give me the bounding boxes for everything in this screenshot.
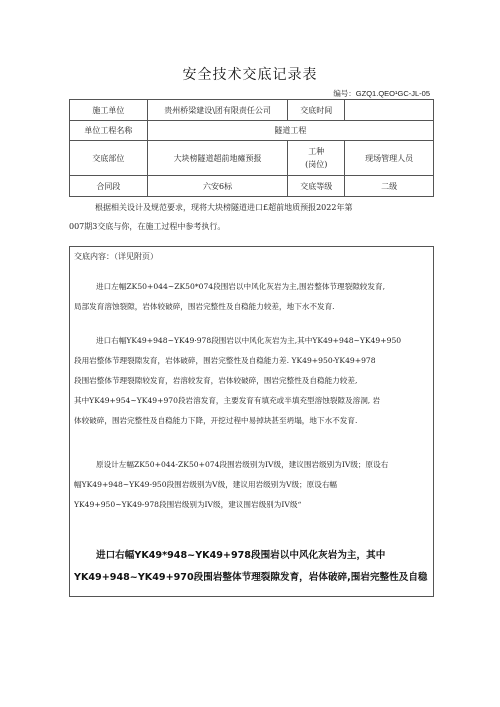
contract-label: 合同段: [70, 176, 148, 197]
intro-text: [69, 198, 434, 236]
paragraph-line: 进口左幅ZK50+044~ZK50*074段围岩以中风化灰岩为主,围岩整体节理裂隙较发育,: [96, 282, 385, 291]
position-label-line1: 工种: [308, 147, 325, 156]
document-number: 编号：GZQ1.QEO¹GC-JL-05: [333, 89, 430, 98]
content-label: 交底内容：（详见附页）: [74, 252, 158, 261]
paragraph-line: 段用岩整体节理裂隙发育，岩体破碎，围岩完整性及自稳能力差. YK49+950-YK49+978: [74, 356, 376, 365]
bold-paragraph: [74, 545, 430, 589]
document-title: 安全技术交底记录表: [182, 67, 318, 83]
unit-value: 贵州桥梁建设\团有限责任公司: [147, 100, 288, 121]
paragraph-line: 原设计左幅ZK50+044-ZK50+074段围岩级别为IV级，建议围岩级别为IV级；原设右: [96, 460, 389, 469]
level-label: 交底等级: [288, 176, 345, 197]
level-value: 二级: [345, 176, 434, 197]
table-row: [70, 141, 434, 176]
position-label: [288, 141, 345, 176]
project-label: 单位工程名称: [70, 121, 148, 141]
paragraph-1: [74, 277, 429, 317]
paragraph-2: [74, 331, 429, 431]
paragraph-line: 幅YK49+948~YK49-950段围岩级别为V级，建议用岩级别为V级；原设右幅: [74, 480, 338, 489]
paragraph-line: YK49+950~YK49-978段围岩级别为IV级，建议围岩级别为IV级“: [74, 500, 302, 509]
part-value: 大块榜隧道超前地瘫预报: [147, 141, 288, 176]
paragraph-line: 段围岩整体节理裂隙较发育，岩溶较发育，岩体较破碎，围岩完整性及自稳能力较差,: [74, 376, 358, 385]
paragraph-3: [74, 455, 429, 515]
table-row: [70, 121, 434, 141]
paragraph-line: 其中YK49+954~YK49+970段岩溶发育，主要发育有填充或半填充型溶蚀裂隙及溶洞, 岩: [74, 396, 381, 405]
bold-line: YK49+948~YK49+970段围岩整体节理裂隙发育，岩体破碎,围岩完整性及自稳: [74, 572, 428, 583]
unit-label: 施工单位: [70, 100, 148, 121]
intro-line-2: 007期3交底与你，在施工过程中参考执行。: [69, 222, 226, 231]
paragraph-line: 局部发育溶蚀裂隙，岩体较破碎，围岩完整性及自稳能力较差，地下水不发育.: [74, 302, 335, 311]
paragraph-line: 体较破碎，围岩完整性及自稳能力下降，开挖过程中易掉块甚至坍塌，地下水不发育.: [74, 416, 358, 425]
table-row: [70, 100, 434, 121]
paragraph-line: 进口右幅YK49+948~YK49·978段围岩以中风化灰岩为主,其中YK49+948~YK49+950: [96, 336, 402, 345]
project-value: 隧道工程: [147, 121, 433, 141]
time-value: [345, 100, 434, 121]
intro-line-1: 根据相关设计及规范要求，现将大块榜隧道进口£超前地质预报2022年第: [95, 203, 353, 212]
position-label-line2: (岗位): [305, 160, 328, 169]
part-label: 交底部位: [70, 141, 148, 176]
position-value: 现场管理人员: [345, 141, 434, 176]
bold-line: 进口右幅YK49*948~YK49+978段围岩以中风化灰岩为主，其中: [96, 550, 386, 561]
content-box: [69, 246, 434, 597]
contract-value: 六安6标: [147, 176, 288, 197]
time-label: 交底时间: [288, 100, 345, 121]
info-table: [69, 99, 434, 197]
table-row: [70, 176, 434, 197]
